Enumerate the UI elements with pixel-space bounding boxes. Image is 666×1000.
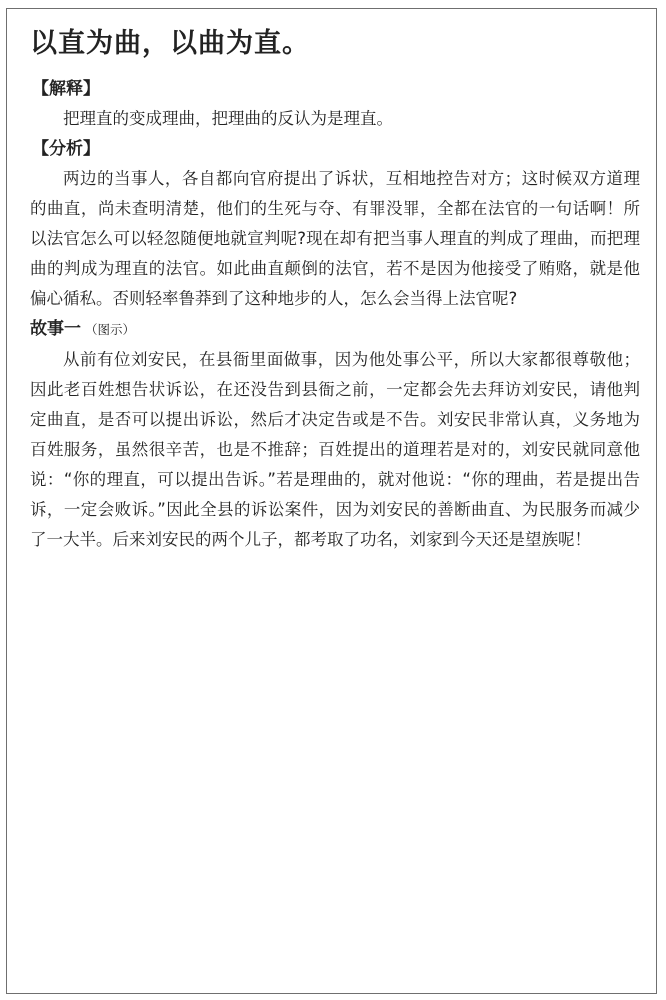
page-title: 以直为曲，以曲为直。 <box>30 28 310 59</box>
page-content <box>30 24 640 555</box>
analysis-text: 两边的当事人，各自都向官府提出了诉状，互相地控告对方；这时候双方道理的曲直，尚未查明清楚，他们的生死与夺、有罪没罪，全都在法官的一句话啊！所以法官怎么可以轻忽随便地就宣判呢?现在却有把当事人理直的判成了理曲，而把理曲的判成为理直的法官。如此曲直颠倒的法官，若不是因为他接受了贿赂，就是他偏心循私。否则轻率鲁莽到了这种地步的人，怎么会当得上法官呢? <box>30 169 640 308</box>
story-heading-tag: （图示） <box>85 322 136 337</box>
story-heading <box>30 314 640 345</box>
story-heading-label: 故事一 <box>30 319 81 339</box>
explanation-text: 把理直的变成理曲，把理曲的反认为是理直。 <box>63 109 393 128</box>
story-text: 从前有位刘安民，在县衙里面做事，因为他处事公平，所以大家都很尊敬他；因此老百姓想告状诉讼，在还没告到县衙之前，一定都会先去拜访刘安民，请他判定曲直，是否可以提出诉讼，然后才决定告或是不告。刘安民非常认真，义务地为百姓服务，虽然很辛苦，也是不推辞；百姓提出的道理若是对的，刘安民就同意他说：“你的理直，可以提出告诉。”若是理曲的，就对他说：“你的理曲，若是提出告诉，一定会败诉。”因此全县的诉讼案件，因为刘安民的善断曲直、为民服务而减少了一大半。后来刘安民的两个儿子，都考取了功名，刘家到今天还是望族呢！ <box>30 350 640 549</box>
explanation-heading: 【解释】 <box>32 79 100 99</box>
analysis-heading: 【分析】 <box>32 139 100 159</box>
